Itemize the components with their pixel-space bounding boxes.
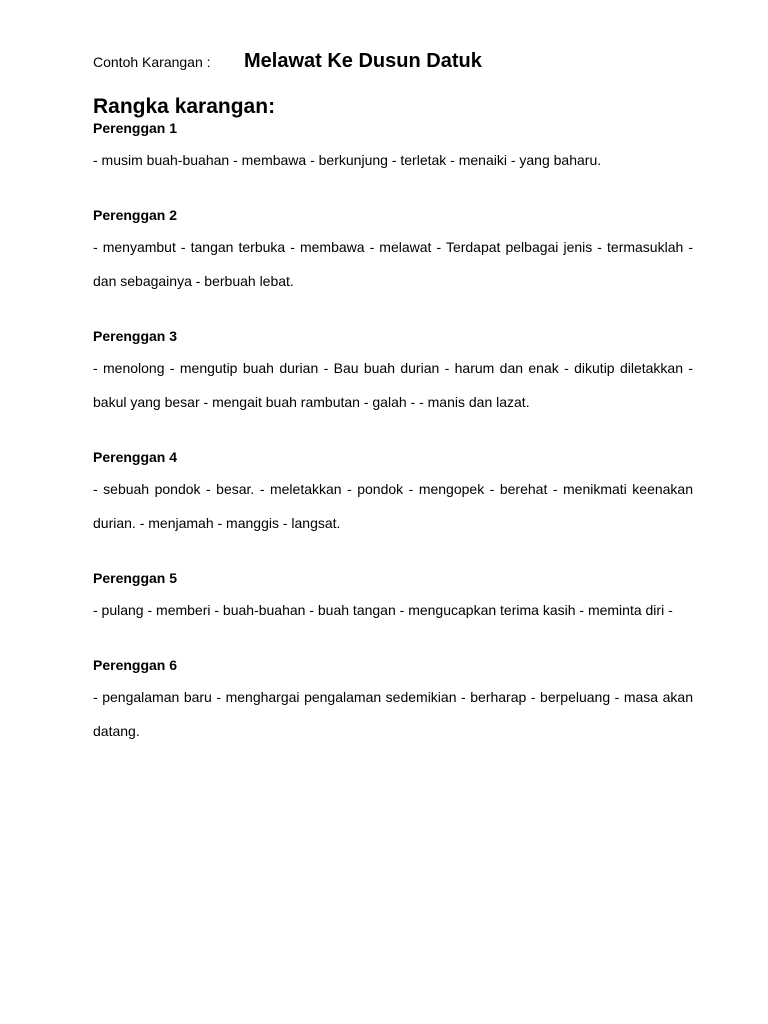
- section-spacer: [93, 177, 693, 206]
- paragraph-points: - pengalaman baru - menghargai pengalaman sedemikian - berharap - berpeluang - masa akan datang.: [93, 689, 693, 739]
- paragraph-label: Perenggan 2: [93, 207, 178, 223]
- paragraph-label: Perenggan 5: [93, 570, 178, 586]
- paragraph-points: - pulang - memberi - buah-buahan - buah tangan - mengucapkan terima kasih - meminta diri -: [93, 602, 673, 618]
- paragraph-outline-1: [93, 119, 693, 177]
- paragraph-label: Perenggan 1: [93, 120, 178, 136]
- paragraph-points: - menyambut - tangan terbuka - membawa - melawat - Terdapat pelbagai jenis - termasuklah - dan sebagainya - berbuah lebat.: [93, 239, 693, 289]
- outline-heading: Rangka karangan:: [93, 95, 276, 118]
- paragraph-outline-2: [93, 206, 693, 298]
- section-spacer: [93, 540, 693, 569]
- paragraph-label: Perenggan 4: [93, 449, 178, 465]
- header-prefix: Contoh Karangan :: [93, 54, 211, 70]
- paragraph-outline-3: [93, 327, 693, 419]
- paragraph-outline-4: [93, 448, 693, 540]
- paragraph-outline-6: [93, 656, 693, 748]
- document-header: [93, 50, 693, 78]
- paragraph-points: - musim buah-buahan - membawa - berkunjung - terletak - menaiki - yang baharu.: [93, 152, 602, 168]
- essay-title: Melawat Ke Dusun Datuk: [244, 50, 482, 72]
- paragraph-points: - sebuah pondok - besar. - meletakkan - pondok - mengopek - berehat - menikmati keenakan durian. - menjamah - manggis - langsat.: [93, 481, 693, 531]
- paragraph-label: Perenggan 6: [93, 657, 178, 673]
- paragraph-outline-5: [93, 569, 693, 627]
- document-page: [93, 50, 693, 748]
- section-spacer: [93, 419, 693, 448]
- section-spacer: [93, 627, 693, 656]
- paragraph-label: Perenggan 3: [93, 328, 178, 344]
- paragraph-points: - menolong - mengutip buah durian - Bau buah durian - harum dan enak - dikutip diletakkan - bakul yang besar - mengait buah rambutan - galah - - manis dan lazat.: [93, 360, 693, 410]
- section-spacer: [93, 298, 693, 327]
